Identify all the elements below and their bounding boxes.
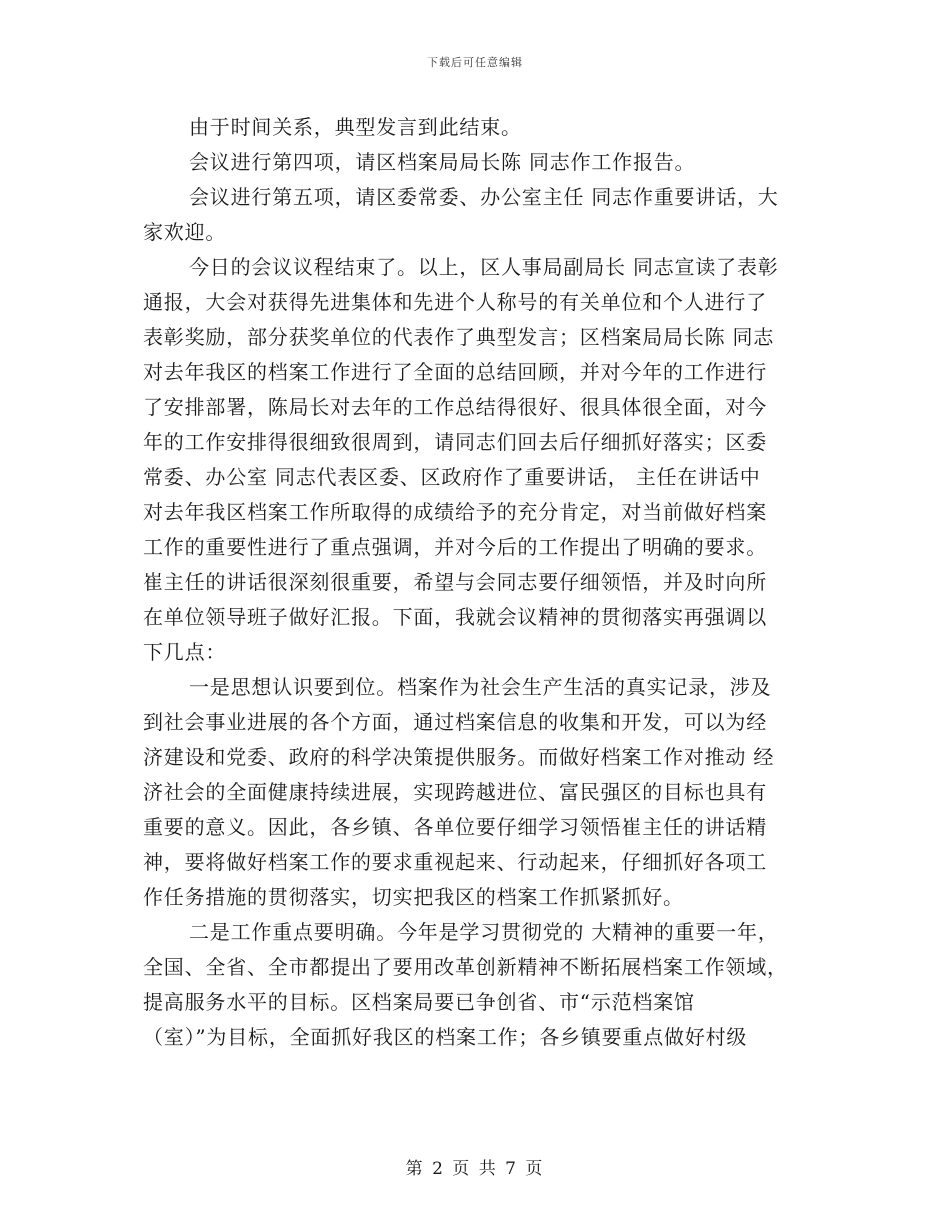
paragraph-6 [143,915,807,1055]
paragraph-2 [143,145,807,180]
document-body [143,110,807,1055]
text-line: 由于时间关系，典型发言到此结束。 [189,115,522,139]
text-line: 对去年我区的档案工作进行了全面的总结回顾，并对今年的工作进行 [143,360,767,384]
text-line: 了安排部署，陈局长对去年的工作总结得很好、很具体很全面，对今 [143,395,767,419]
text-line: 工作的重要性进行了重点强调，并对今后的工作提出了明确的要求。 [143,535,767,559]
text-line: 全国、全省、全市都提出了要用改革创新精神不断拓展档案工作领域， [143,955,788,979]
text-line: 家欢迎。 [143,220,227,244]
paragraph-5 [143,670,807,915]
text-line: （室）”为目标，全面抓好我区的档案工作；各乡镇要重点做好村级 [143,1025,748,1049]
text-line: 一是思想认识要到位。档案作为社会生产生活的真实记录，涉及 [189,675,772,699]
text-line: 济建设和党委、政府的科学决策提供服务。而做好档案工作对推动 经 [143,745,775,769]
text-line: 济社会的全面健康持续进展，实现跨越进位、富民强区的目标也具有 [143,780,767,804]
page-header: 下载后可任意编辑 [427,56,523,69]
text-line: 表彰奖励，部分获奖单位的代表作了典型发言；区档案局局长陈 同志 [143,325,775,349]
paragraph-1 [143,110,807,145]
text-line: 常委、办公室 同志代表区委、区政府作了重要讲话， 主任在讲话中 [143,465,761,489]
text-line: 会议进行第五项，请区委常委、办公室主任 同志作重要讲话，大 [189,185,779,209]
text-line: 二是工作重点要明确。今年是学习贯彻党的 大精神的重要一年， [189,920,779,944]
paragraph-3 [143,180,807,250]
text-line: 神，要将做好档案工作的要求重视起来、行动起来，仔细抓好各项工 [143,850,767,874]
text-line: 提高服务水平的目标。区档案局要已争创省、市“示范档案馆 [143,990,695,1014]
text-line: 今日的会议议程结束了。以上，区人事局副局长 同志宣读了表彰 [189,255,779,279]
text-line: 到社会事业进展的各个方面，通过档案信息的收集和开发，可以为经 [143,710,767,734]
text-line: 会议进行第四项，请区档案局局长陈 同志作工作报告。 [189,150,696,174]
text-line: 年的工作安排得很细致很周到，请同志们回去后仔细抓好落实；区委 [143,430,767,454]
page-number-footer: 第 2 页 共 7 页 [405,1159,545,1179]
text-line: 在单位领导班子做好汇报。下面，我就会议精神的贯彻落实再强调以 [143,605,767,629]
paragraph-4 [143,250,807,670]
text-line: 作任务措施的贯彻落实，切实把我区的档案工作抓紧抓好。 [143,885,684,909]
text-line: 重要的意义。因此，各乡镇、各单位要仔细学习领悟崔主任的讲话精 [143,815,767,839]
text-line: 通报，大会对获得先进集体和先进个人称号的有关单位和个人进行了 [143,290,767,314]
text-line: 对去年我区档案工作所取得的成绩给予的充分肯定，对当前做好档案 [143,500,767,524]
text-line: 下几点： [143,640,227,664]
text-line: 崔主任的讲话很深刻很重要，希望与会同志要仔细领悟，并及时向所 [143,570,767,594]
